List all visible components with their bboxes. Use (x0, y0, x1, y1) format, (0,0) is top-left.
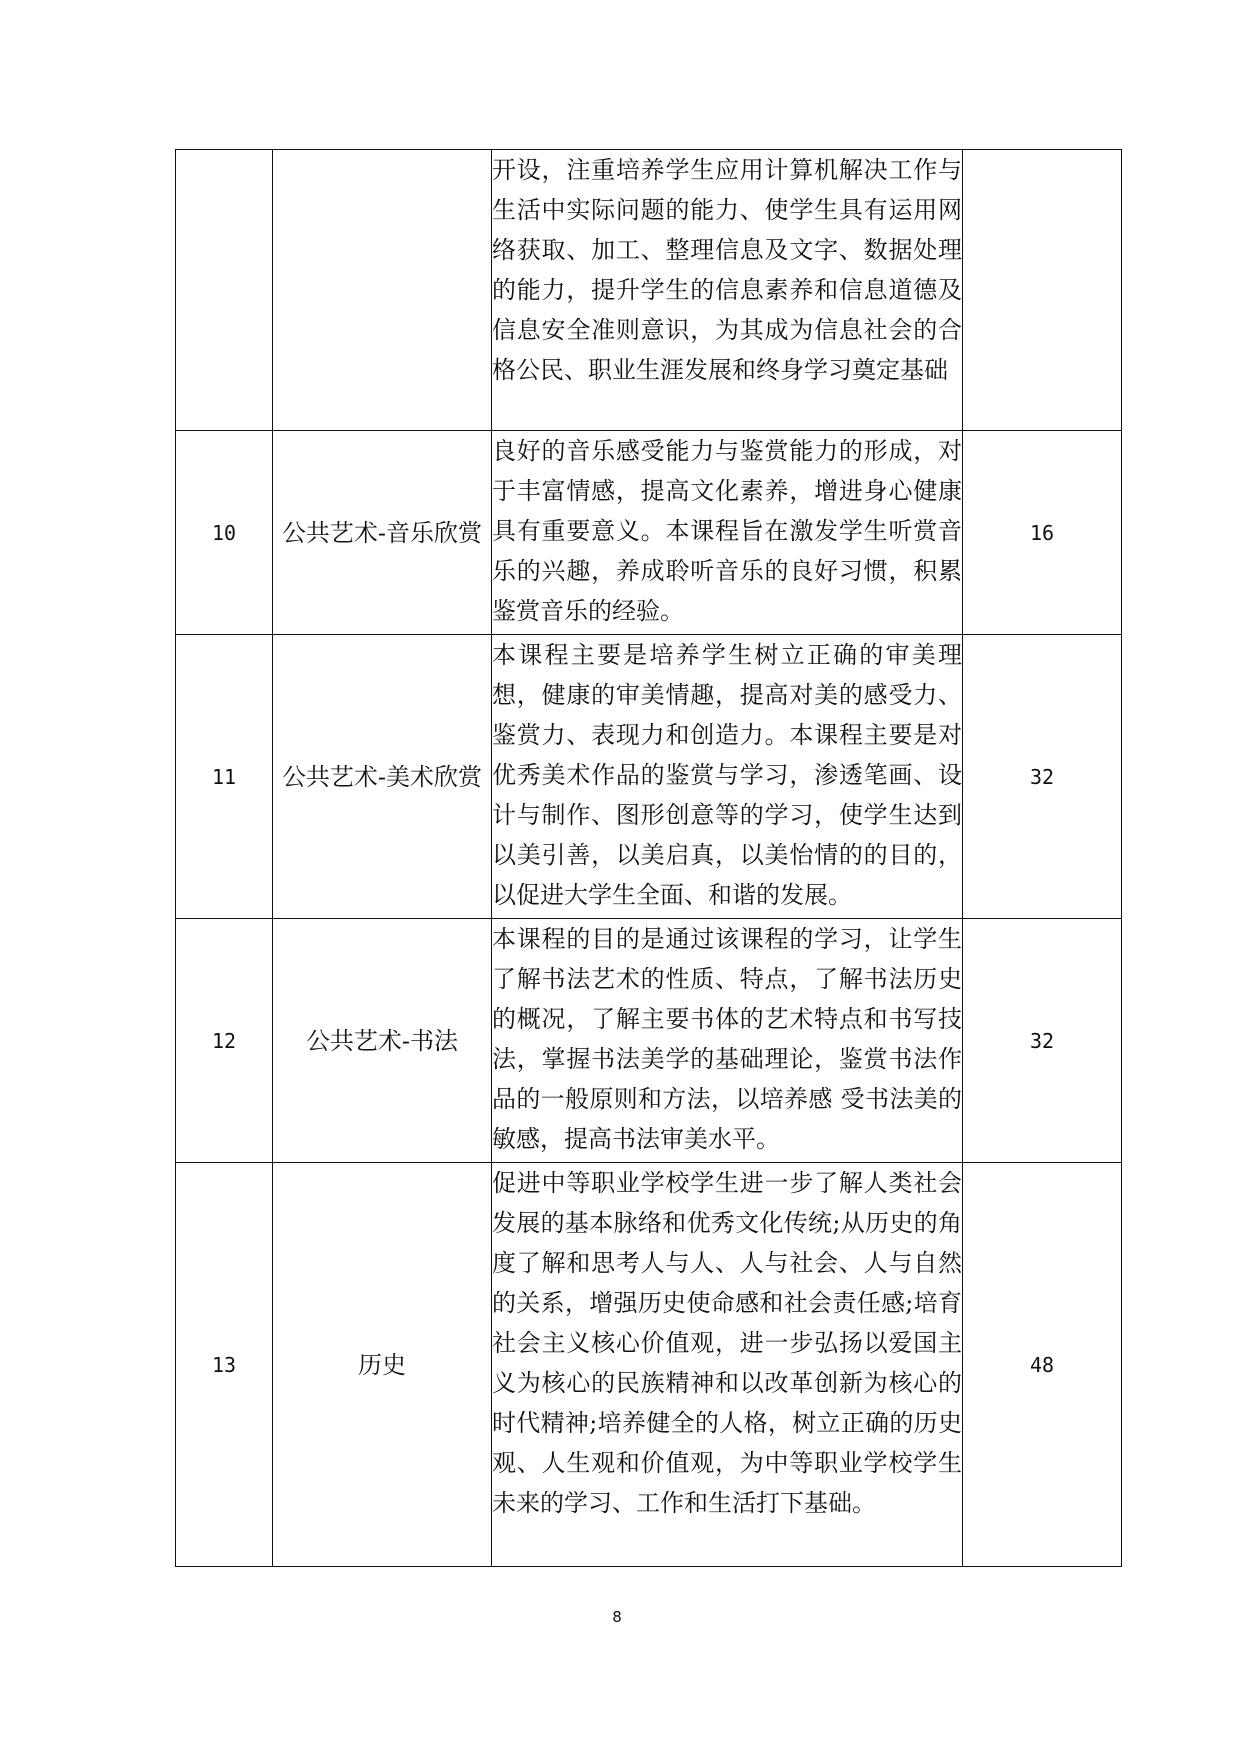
course-table (175, 149, 1122, 1567)
course-number-cell: 12 (176, 919, 273, 1163)
page-number: 8 (612, 1608, 622, 1626)
course-hours-cell: 32 (963, 919, 1122, 1163)
table-row (176, 150, 1122, 431)
table-row (176, 635, 1122, 919)
course-hours-cell (963, 150, 1122, 431)
course-name-cell: 公共艺术-书法 (273, 919, 492, 1163)
course-description-cell: 本课程的目的是通过该课程的学习，让学生了解书法艺术的性质、特点，了解书法历史的概况，了解主要书体的艺术特点和书写技法，掌握书法美学的基础理论，鉴赏书法作品的一般原则和方法，以培养感 受书法美的敏感，提高书法审美水平。 (492, 919, 963, 1163)
course-number-cell: 10 (176, 431, 273, 635)
course-number-cell: 13 (176, 1163, 273, 1567)
course-name-cell: 公共艺术-音乐欣赏 (273, 431, 492, 635)
course-hours-cell: 48 (963, 1163, 1122, 1567)
course-description-cell: 本课程主要是培养学生树立正确的审美理想，健康的审美情趣，提高对美的感受力、鉴赏力、表现力和创造力。本课程主要是对优秀美术作品的鉴赏与学习，渗透笔画、设计与制作、图形创意等的学习，使学生达到以美引善，以美启真，以美怡情的的目的，以促进大学生全面、和谐的发展。 (492, 635, 963, 919)
course-name-cell (273, 150, 492, 431)
course-name-cell: 历史 (273, 1163, 492, 1567)
course-number-cell: 11 (176, 635, 273, 919)
course-description-cell: 促进中等职业学校学生进一步了解人类社会发展的基本脉络和优秀文化传统;从历史的角度了解和思考人与人、人与社会、人与自然的关系，增强历史使命感和社会责任感;培育社会主义核心价值观，进一步弘扬以爱国主义为核心的民族精神和以改革创新为核心的时代精神;培养健全的人格，树立正确的历史观、人生观和价值观，为中等职业学校学生未来的学习、工作和生活打下基础。 (492, 1163, 963, 1567)
course-name-cell: 公共艺术-美术欣赏 (273, 635, 492, 919)
course-hours-cell: 32 (963, 635, 1122, 919)
course-hours-cell: 16 (963, 431, 1122, 635)
table-row (176, 1163, 1122, 1567)
table-row (176, 431, 1122, 635)
table-row (176, 919, 1122, 1163)
course-description-cell: 开设，注重培养学生应用计算机解决工作与生活中实际问题的能力、使学生具有运用网络获取、加工、整理信息及文字、数据处理的能力，提升学生的信息素养和信息道德及信息安全准则意识，为其成为信息社会的合格公民、职业生涯发展和终身学习奠定基础 (492, 150, 963, 431)
course-description-cell: 良好的音乐感受能力与鉴赏能力的形成，对于丰富情感，提高文化素养，增进身心健康具有重要意义。本课程旨在激发学生听赏音乐的兴趣，养成聆听音乐的良好习惯，积累鉴赏音乐的经验。 (492, 431, 963, 635)
course-number-cell (176, 150, 273, 431)
